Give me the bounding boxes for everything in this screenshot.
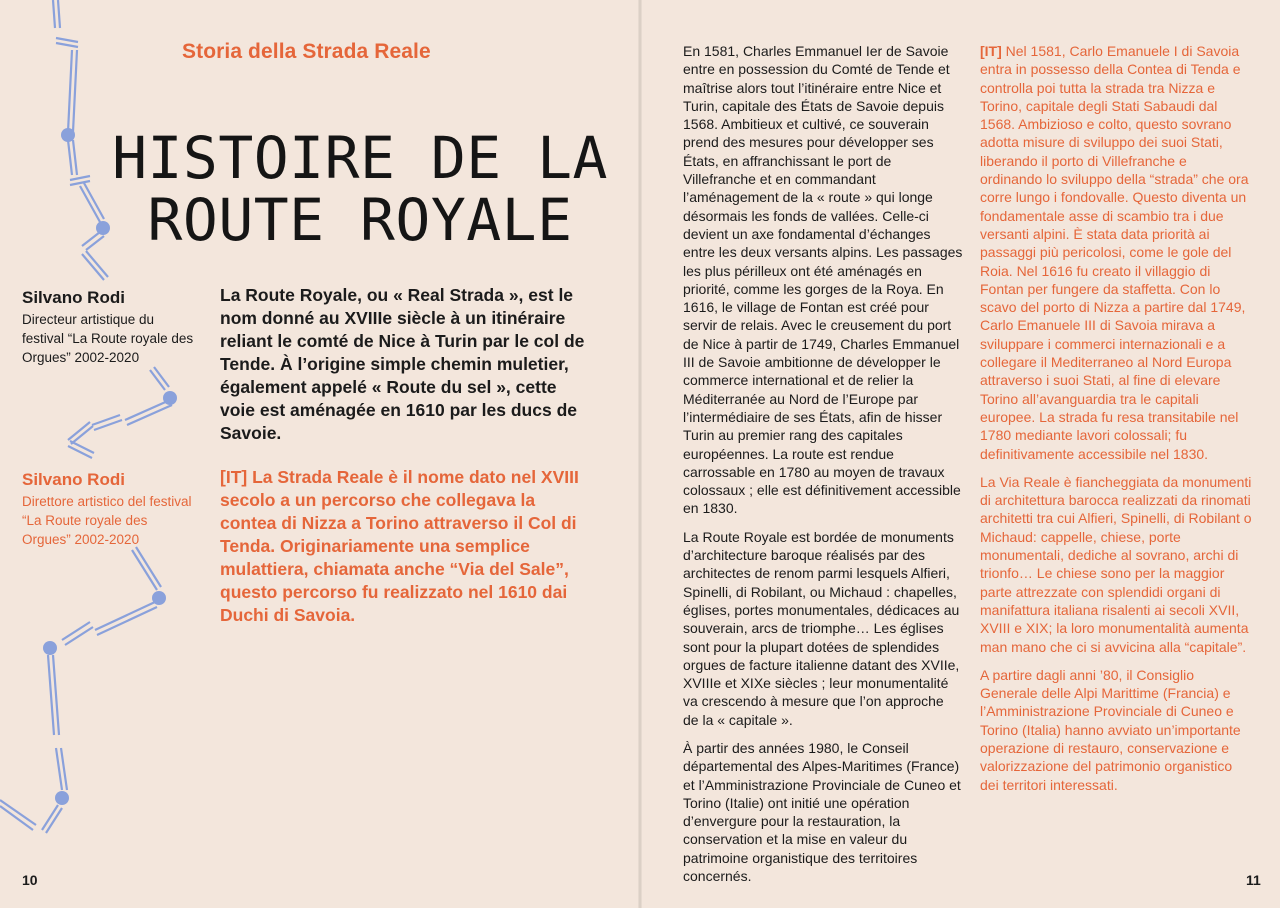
waypoint-marker <box>163 391 177 405</box>
language-tag: [IT] <box>980 43 1002 59</box>
waypoint-marker <box>152 591 166 605</box>
language-tag: [IT] <box>220 467 248 487</box>
page-number-right: 11 <box>1246 872 1261 888</box>
author-role: Directeur artistique du festival “La Route royale des Orgues” 2002-2020 <box>22 312 194 365</box>
waypoint-marker <box>43 641 57 655</box>
section-kicker: Storia della Strada Reale <box>182 40 431 63</box>
lead-text-it: La Strada Reale è il nome dato nel XVIII secolo a un percorso che collegava la contea di Nizza a Torino attraverso il Col di Tenda. Originariamente una semplice mulattiera, chiamata anche “Via del Sale”, questo percorso fu realizzato nel 1610 dai Duchi di Savoia. <box>220 467 579 625</box>
body-paragraph: À partir des années 1980, le Conseil départemental des Alpes-Maritimes (France) et l’Amministrazione Provinciale de Cuneo et Torino (Italie) ont initié une opération d’envergure pour la restauration, la conservation et la mise en valeur du patrimoine organistique des territoires concernés. <box>683 739 961 885</box>
page-fold <box>638 0 642 908</box>
author-name: Silvano Rodi <box>22 288 125 307</box>
page-number-left: 10 <box>22 872 38 888</box>
title-line-2: ROUTE ROYALE <box>147 185 573 254</box>
body-paragraph: La Route Royale est bordée de monuments d’architecture baroque réalisés par des architectes de renom parmi lesquels Alfieri, Spinelli, di Robilant, ou Michaud : chapelles, églises, portes monumentales, dédicaces au souverain, arcs de triomphe… Les églises sont pour la plupart dotées de splendides orgues de facture italienne datant des XVIIe, XVIIIe et XIXe siècles ; leur monumentalité va crescendo à mesure que l’on approche de la « capitale ». <box>683 528 960 728</box>
lead-paragraph-fr: La Route Royale, ou « Real Strada », est le nom donné au XVIIIe siècle à un itinéraire reliant le comté de Nice à Turin par le col de Tende. À l’origine simple chemin muletier, également appelé « Route du sel », cette voie est aménagée en 1610 par les ducs de Savoie. <box>220 285 585 443</box>
body-paragraph: A partire dagli anni ’80, il Consiglio Generale delle Alpi Marittime (Francia) e l’Amministrazione Provinciale di Cuneo e Torino (Italia) hanno avviato un’importante operazione di restauro, conservazione e valorizzazione del patrimonio organistico dei territori interessati. <box>980 666 1241 793</box>
waypoint-marker <box>55 791 69 805</box>
waypoint-marker <box>61 128 75 142</box>
author-credit-it <box>22 470 197 549</box>
body-paragraph: La Via Reale è fiancheggiata da monumenti di architettura barocca realizzati da rinomati architetti tra cui Alfieri, Spinelli, di Robilant o Michaud: cappelle, chiese, porte monumentali, dediche al sovrano, archi di trionfo… Le chiese sono per la maggior parte attrezzate con splendidi organi di manifattura italiana risalenti ai secoli XVII, XVIII e XIX; la loro monumentalità aumenta man mano che ci si avvicina alla “capitale”. <box>980 473 1252 655</box>
author-credit-fr <box>22 288 197 367</box>
body-column-it <box>980 42 1252 804</box>
lead-paragraph-it <box>220 466 592 627</box>
body-paragraph <box>980 42 1252 463</box>
body-paragraph: En 1581, Charles Emmanuel Ier de Savoie entre en possession du Comté de Tende et maîtrise alors tout l’itinéraire entre Nice et Turin, capitale des États de Savoie depuis 1568. Ambitieux et cultivé, ce souverain prend des mesures pour développer ses États, en affranchissant le port de Villefranche et en commandant l’aménagement de la « route » qui longe désormais les fonds de vallées. Celle-ci devient un axe fondamental d’échanges entre les deux versants alpins. Les passages les plus périlleux ont été aménagés en priorité, comme les gorges de la Roya. En 1616, le village de Fontan est créé pour servir de relais. Avec le creusement du port de Nice à partir de 1749, Charles Emmanuel III de Savoie ambitionne de développer le commerce international et de relier la Méditerranée au Nord de l’Europe par l’intermédiaire de ses États, afin de hisser Turin au premier rang des capitales européennes. La route est rendue carrossable en 1780 au moyen de travaux colossaux ; elle est définitivement accessible en 1830. <box>683 43 963 517</box>
title-line-1: HISTOIRE DE LA <box>112 123 608 192</box>
author-name: Silvano Rodi <box>22 470 125 489</box>
author-role: Direttore artistico del festival “La Route royale des Orgues” 2002-2020 <box>22 494 192 547</box>
page-title <box>110 123 610 254</box>
body-column-fr <box>683 42 963 895</box>
waypoint-marker <box>96 221 110 235</box>
body-text: Nel 1581, Carlo Emanuele I di Savoia entra in possesso della Contea di Tenda e controlla poi tutta la strada tra Nizza e Torino, capitale degli Stati Sabaudi dal 1568. Ambizioso e colto, questo sovrano adotta misure di sviluppo dei suoi Stati, liberando il porto di Villefranche e ordinando lo sviluppo della “strada” che ora corre lungo i fondovalle. Questo diventa un fondamentale asse di scambio tra i due versanti alpini. È stata data priorità ai passaggi più pericolosi, come le gole del Roia. Nel 1616 fu creato il villaggio di Fontan per fungere da staffetta. Con lo scavo del porto di Nizza a partire dal 1749, Carlo Emanuele III di Savoia mirava a sviluppare i commerci internazionali e a collegare il Mediterraneo al Nord Europa attraverso i suoi Stati, al fine di elevare Torino all’avanguardia tra le capitali europee. La strada fu resa transitabile nel 1780 mediante lavori colossali; fu definitivamente accessibile nel 1830. <box>980 43 1249 462</box>
